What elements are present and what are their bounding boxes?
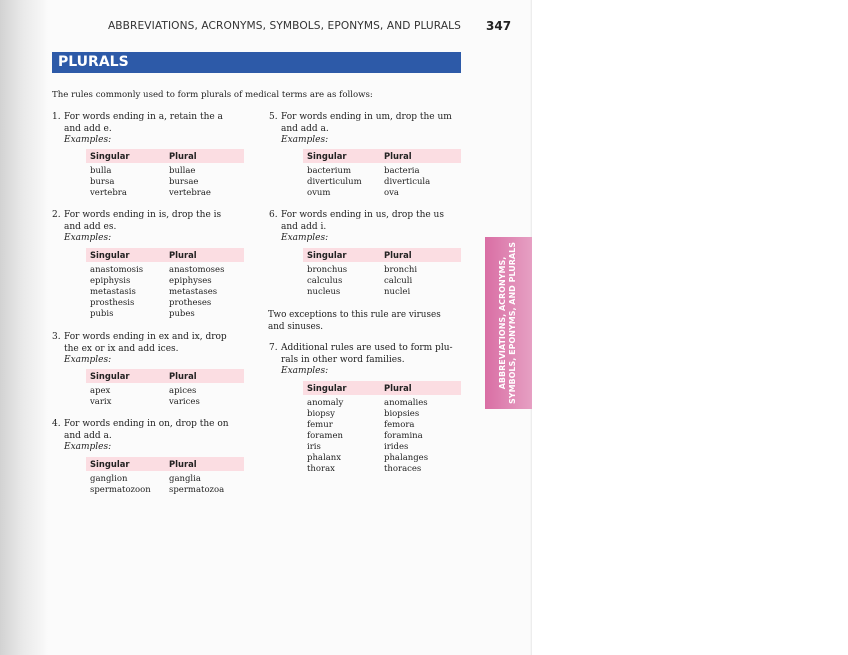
examples-label: Examples: <box>64 135 112 145</box>
table-header <box>86 369 244 383</box>
table-row: anastomosis anastomoses <box>90 265 225 275</box>
examples-table-3 <box>86 369 244 408</box>
singular-header: Singular <box>90 151 130 161</box>
plural-header: Plural <box>169 371 197 381</box>
rule-text-line-1: For words ending in um, drop the um <box>281 112 452 122</box>
rule-text-line-1: For words ending in on, drop the on <box>64 419 229 429</box>
page-number: 347 <box>486 19 512 33</box>
singular-header: Singular <box>307 151 347 161</box>
table-row: bursa bursae <box>90 177 199 187</box>
singular-header: Singular <box>90 459 130 469</box>
table-row: ovum ova <box>307 188 399 198</box>
rule-number: 6. <box>269 210 278 220</box>
table-row: phalanx phalanges <box>307 453 429 463</box>
examples-label: Examples: <box>281 366 329 376</box>
examples-label: Examples: <box>281 135 329 145</box>
table-row: varix varices <box>90 397 200 407</box>
plural-header: Plural <box>169 250 197 260</box>
examples-label: Examples: <box>281 233 329 243</box>
table-header <box>303 248 461 262</box>
rule-6 <box>269 210 463 245</box>
table-row: bacterium bacteria <box>307 166 420 176</box>
examples-table-6 <box>303 248 461 298</box>
examples-table-1 <box>86 149 244 199</box>
table-header <box>86 457 244 471</box>
examples-table-7 <box>303 381 461 475</box>
plural-header: Plural <box>169 459 197 469</box>
table-row: nucleus nuclei <box>307 287 411 297</box>
table-row: prosthesis protheses <box>90 298 212 308</box>
rule-7 <box>269 343 463 378</box>
plural-header: Plural <box>169 151 197 161</box>
examples-table-5 <box>303 149 461 199</box>
rule-text-line-1: For words ending in is, drop the is <box>64 210 222 220</box>
rule-text-line-1: Additional rules are used to form plu- <box>281 343 453 353</box>
rule-number: 5. <box>269 112 278 122</box>
plural-header: Plural <box>384 383 412 393</box>
singular-header: Singular <box>307 250 347 260</box>
table-row: calculus calculi <box>307 276 413 286</box>
table-row: diverticulum diverticula <box>307 177 431 187</box>
rule-3 <box>52 332 246 367</box>
rule-text-line-2: and add a. <box>64 430 112 441</box>
rule-5 <box>269 112 463 147</box>
running-head: ABBREVIATIONS, ACRONYMS, SYMBOLS, EPONYMS, AND PLURALS <box>107 20 461 32</box>
table-row: apex apices <box>90 386 197 396</box>
exceptions-line-1: Two exceptions to this rule are viruses <box>268 310 441 320</box>
rule-text-line-1: For words ending in a, retain the a <box>64 112 223 122</box>
table-row: femur femora <box>307 420 415 430</box>
table-row: epiphysis epiphyses <box>90 276 212 286</box>
examples-table-2 <box>86 248 244 320</box>
table-row: metastasis metastases <box>90 287 218 297</box>
rule-text-line-1: For words ending in ex and ix, drop <box>64 332 227 342</box>
singular-header: Singular <box>307 383 347 393</box>
rule-number: 7. <box>269 343 278 353</box>
table-header <box>86 149 244 163</box>
singular-header: Singular <box>90 250 130 260</box>
table-header <box>303 149 461 163</box>
rule-text-line-2: and add e. <box>64 123 112 134</box>
examples-table-4 <box>86 457 244 496</box>
rule-1 <box>52 112 246 147</box>
plural-header: Plural <box>384 250 412 260</box>
plural-header: Plural <box>384 151 412 161</box>
rule-text-line-2: and add es. <box>64 221 117 232</box>
rule-number: 2. <box>52 210 61 220</box>
table-row: pubis pubes <box>90 309 195 319</box>
rule-text-line-2: the ex or ix and add ices. <box>64 343 179 354</box>
table-row: thorax thoraces <box>307 464 422 474</box>
rule-number: 1. <box>52 112 61 122</box>
rule-text-line-2: rals in other word families. <box>281 354 405 365</box>
table-row: biopsy biopsies <box>307 409 420 419</box>
table-header <box>303 381 461 395</box>
singular-header: Singular <box>90 371 130 381</box>
table-row: vertebra vertebrae <box>90 188 211 198</box>
exceptions-note <box>268 310 458 333</box>
chapter-thumb-tab-label: ABBREVIATIONS, ACRONYMS, SYMBOLS, EPONYMS, AND PLURALS <box>498 242 517 404</box>
rule-number: 4. <box>52 419 61 429</box>
intro-text: The rules commonly used to form plurals of medical terms are as follows: <box>52 90 373 100</box>
rule-text-line-1: For words ending in us, drop the us <box>281 210 444 220</box>
examples-label: Examples: <box>64 355 112 365</box>
rule-4 <box>52 419 246 454</box>
rule-2 <box>52 210 246 245</box>
table-row: foramen foramina <box>307 431 423 441</box>
rule-text-line-2: and add i. <box>281 221 327 232</box>
examples-label: Examples: <box>64 442 112 452</box>
rule-number: 3. <box>52 332 61 342</box>
examples-label: Examples: <box>64 233 112 243</box>
table-header <box>86 248 244 262</box>
table-row: bulla bullae <box>90 166 196 176</box>
table-row: iris irides <box>307 442 409 452</box>
table-row: bronchus bronchi <box>307 265 418 275</box>
exceptions-line-2: and sinuses. <box>268 321 324 332</box>
table-row: ganglion ganglia <box>90 474 201 484</box>
rule-text-line-2: and add a. <box>281 123 329 134</box>
section-title: PLURALS <box>52 52 461 73</box>
table-row: anomaly anomalies <box>307 398 428 408</box>
table-row: spermatozoon spermatozoa <box>90 485 225 495</box>
